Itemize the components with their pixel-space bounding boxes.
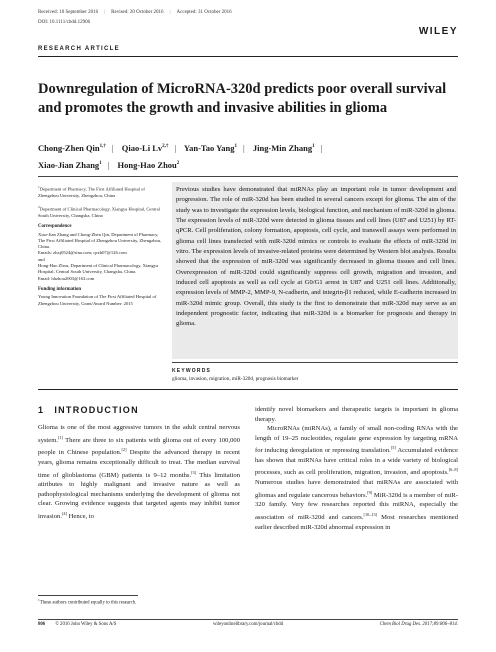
article-history	[38, 10, 458, 15]
divider	[38, 56, 458, 57]
funding-text: Young Innovation Foundation of The First Affiliated Hospital of Zhengzhou University, Grant/Award Number: 2015	[38, 294, 157, 306]
footnote: †These authors contributed equally to this research.	[38, 598, 137, 606]
author[interactable]: Qiao-Li $Lv^{2,\dagger}$	[121, 142, 169, 153]
author-list: Chong-Zhen Qin$^{1,\dagger}$ | Qiao-Li $Lv^{2,\dagger}$ | Yan-Tao Yang$^1$ | Jing-Min Zhang$^1$ | Xiao-Jian Zhang$^1$ | Hong-Hao Zhou$^2$	[38, 142, 323, 170]
citation: Chem Biol Drug Des. 2017;89:806–814.	[379, 622, 458, 627]
footnote-rule	[38, 595, 138, 596]
funding-heading: Funding information	[38, 286, 82, 292]
separator: |	[104, 10, 106, 15]
correspondence-text: Xiao-Jian Zhang and Chong-Zhen Qin, Department of Pharmacy, The First Affiliated Hospital of Zhengzhou University, Zhengzhou, China.	[38, 231, 162, 250]
divider	[38, 389, 458, 390]
article-title: Downregulation of MicroRNA-320d predicts poor overall survival and promotes the growth and invasive abilities in glioma	[38, 81, 447, 116]
separator: |	[169, 10, 171, 15]
correspondence-text: Hong-Hao Zhou, Department of Clinical Pharmacology, Xiangya Hospital, Central South University, Changsha, China.	[38, 263, 159, 275]
divider	[38, 176, 458, 177]
copyright: © 2016 John Wiley & Sons A/S	[55, 622, 117, 627]
author[interactable]: Yan-Tao Yang$^1$	[183, 142, 238, 153]
divider	[172, 362, 458, 363]
accepted-date: Accepted: 31 October 2016	[176, 10, 232, 15]
affiliation: $^2$Department of Clinical Pharmacology, Xiangya Hospital, Central South University, Changsha, China	[38, 205, 160, 218]
intro-column-right	[255, 405, 458, 532]
paragraph: MicroRNAs (miRNAs), a family of small non-coding RNAs with the length of 19–25 nucleotides, regulate gene expression by targeting mRNA for inducing deregulation or repressing translation.[5] Accumulated evidence has shown that miRNAs have critical roles in a wide variety of biological processes, such as cell proliferation, migration, invasion, and apoptosis.[6–8] Numerous studies have demonstrated that miRNAs are associated with gliomas and regulate cancerous behaviors.[9] MiR-320d is a member of miR-320 family. Very few researches reported this miRNA, especially the association of miR-320d and cancers.[10–13] Most researches mentioned earlier described miR-320d abnormal expression in	[255, 425, 459, 531]
section-label: RESEARCH ARTICLE	[38, 46, 120, 52]
divider	[38, 619, 458, 620]
page-footer	[38, 622, 458, 627]
revised-date: Revised: 20 October 2016	[111, 10, 164, 15]
author[interactable]: Xiao-Jian Zhang$^1$	[38, 159, 102, 170]
abstract: Previous studies have demonstrated that miRNAs play an important role in tumor development and progression. The role of miR-320d has been studied in several cancers except for glioma. The aim of the study was to investigate the expression levels, biological function, and mechanism of miR-320d in glioma. The expression levels of miR-320d were detected in glioma tissues and cell lines (U87 and U251) by RT-qPCR. Cell proliferation, colony formation, apoptosis, cell cycle, and transwell assays were performed in glioma cell lines transfected with miR-320d mimics or controls to evaluate the effects of miR-320d in vitro. The expression levels of invasive-related proteins were determined by Western blot analysis. Results showed that the expression of miR-320d was significantly decreased in glioma tissues and cell lines. Overexpression of miR-320d could significantly suppress cell growth, migration and invasion, and induced cell apoptosis as well as cell cycle at G0/G1 arrest in U87 and U251 cell lines. Additionally, expression levels of MMP-2, MMP-9, N-cadherin, and integrin-β1 reduced, while E-cadherin increased in miR-320d mimic group. Overall, this study is the first to demonstrate that miR-320d may serve as an independent prognostic factor, indicating that miR-320d is a biomarker for prognosis and therapy in glioma.	[176, 186, 456, 328]
correspondence-email[interactable]: Emails: zhxj0524@sina.com; qczh07@126.com	[38, 250, 127, 256]
page-number: 806	[38, 622, 46, 627]
journal-url[interactable]: wileyonlinelibrary.com/journal/cbdd	[212, 622, 284, 627]
affiliation: $^1$Department of Pharmacy, The First Affiliated Hospital of Zhengzhou University, Zhengzhou, China	[38, 185, 145, 198]
keywords: glioma, invasion, migration, miR-320d, prognosis biomarker	[172, 376, 299, 382]
author[interactable]: Chong-Zhen Qin$^{1,\dagger}$	[38, 142, 106, 153]
received-date: Received: 10 September 2016	[38, 10, 99, 15]
correspondence-heading: Correspondence	[38, 224, 72, 230]
author[interactable]: Jing-Min Zhang$^1$	[252, 142, 315, 153]
article-info-sidebar	[38, 184, 166, 312]
publisher-logo: WILEY	[418, 26, 458, 37]
section-heading: 1 INTRODUCTION	[38, 405, 139, 415]
doi[interactable]: DOI: 10.1111/cbdd.12906	[38, 20, 91, 25]
keywords-heading: KEYWORDS	[172, 368, 212, 374]
correspondence-email[interactable]: Email: hhzhou2003@163.com	[38, 275, 95, 281]
author[interactable]: Hong-Hao Zhou$^2$	[117, 159, 180, 170]
correspondence-and: and	[38, 256, 45, 262]
paragraph: Glioma is one of the most aggressive tumors in the adult central nervous system.[1] There are three to six patients with glioma out of every 100,000 people in Chinese population.[2] Despite the advanced therapy in recent years, glioma remains exceptionally difficult to treat. The median survival time of glioblastoma (GBM) patients is 9–12 months.[3] This limitation attributes to highly malignant and invasive nature as well as pathophysiological mechanisms underlying the development of glioma not clear. Growing evidence suggests that targeted agents may inhibit tumor invasion.[4] Hence, to	[38, 424, 240, 521]
intro-column-left	[38, 423, 240, 522]
paragraph: identify novel biomarkers and therapeutic targets is important in glioma therapy.	[255, 406, 458, 423]
